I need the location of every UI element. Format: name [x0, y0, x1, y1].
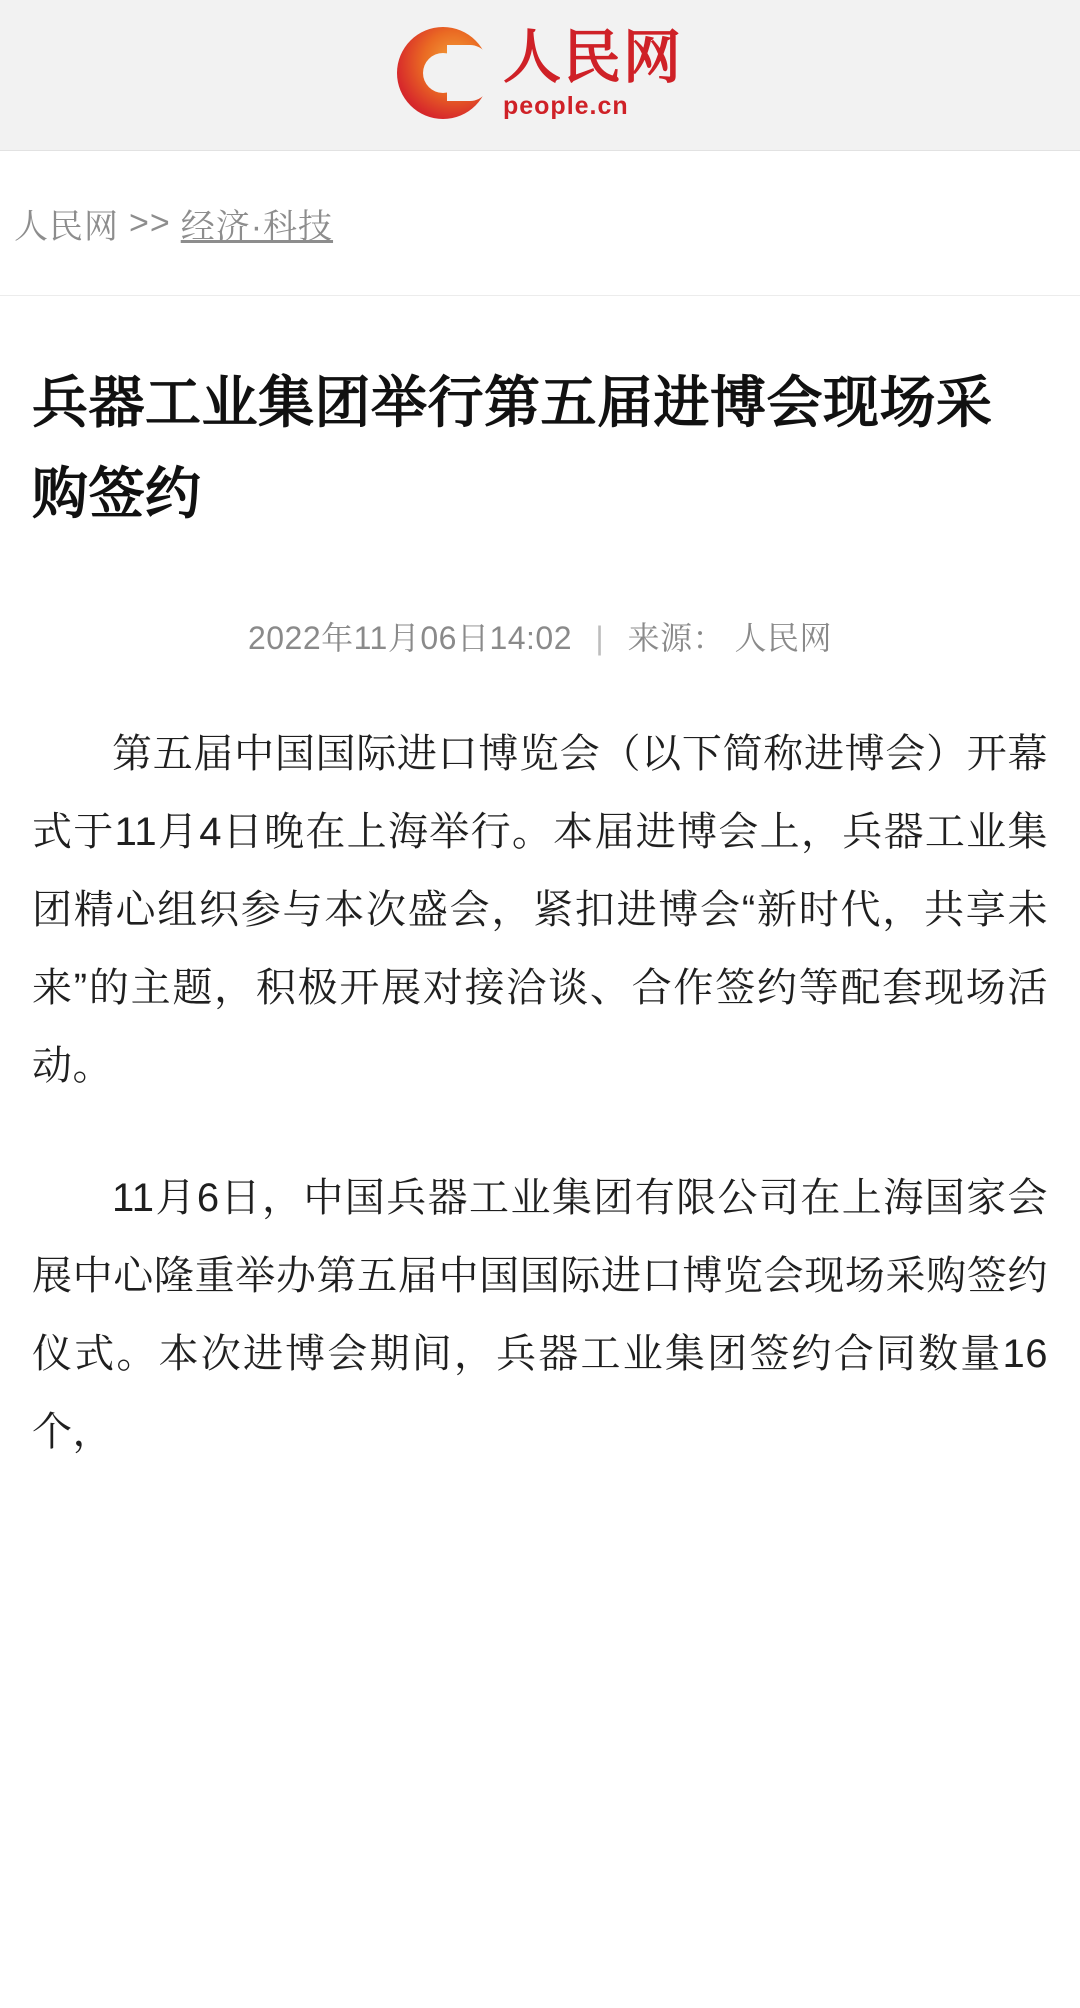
- logo-text-en: people.cn: [502, 91, 629, 120]
- article-body: [32, 715, 1048, 1471]
- article-paragraph: 11月6日，中国兵器工业集团有限公司在上海国家会展中心隆重举办第五届中国国际进口博览会现场采购签约仪式。本次进博会期间，兵器工业集团签约合同数量16个，: [32, 1176, 1048, 1455]
- page-title: 兵器工业集团举行第五届进博会现场采购签约: [32, 371, 993, 525]
- breadcrumb-item-home[interactable]: 人民网: [14, 207, 119, 246]
- logo-wordmark: [502, 22, 683, 120]
- logo-text-cn: 人民网: [502, 22, 683, 91]
- breadcrumb: [0, 151, 1080, 296]
- article-source-label: 来源：: [627, 620, 726, 657]
- article-source-name: 人民网: [734, 620, 833, 657]
- people-cn-logo-icon: [397, 27, 489, 119]
- article-meta: [32, 613, 1048, 659]
- article-datetime: 2022年11月06日14:02: [247, 620, 573, 657]
- article-container: [0, 358, 1080, 1471]
- site-logo[interactable]: [397, 22, 683, 120]
- article-paragraph: 第五届中国国际进口博览会（以下简称进博会）开幕式于11月4日晚在上海举行。本届进博会上，兵器工业集团精心组织参与本次盛会，紧扣进博会“新时代，共享未来”的主题，积极开展对接洽谈、合作签约等配套现场活动。: [32, 732, 1048, 1089]
- meta-divider: |: [595, 620, 605, 657]
- site-header: [0, 0, 1080, 151]
- breadcrumb-item-current[interactable]: 经济·科技: [180, 207, 334, 246]
- breadcrumb-separator: >>: [129, 203, 171, 242]
